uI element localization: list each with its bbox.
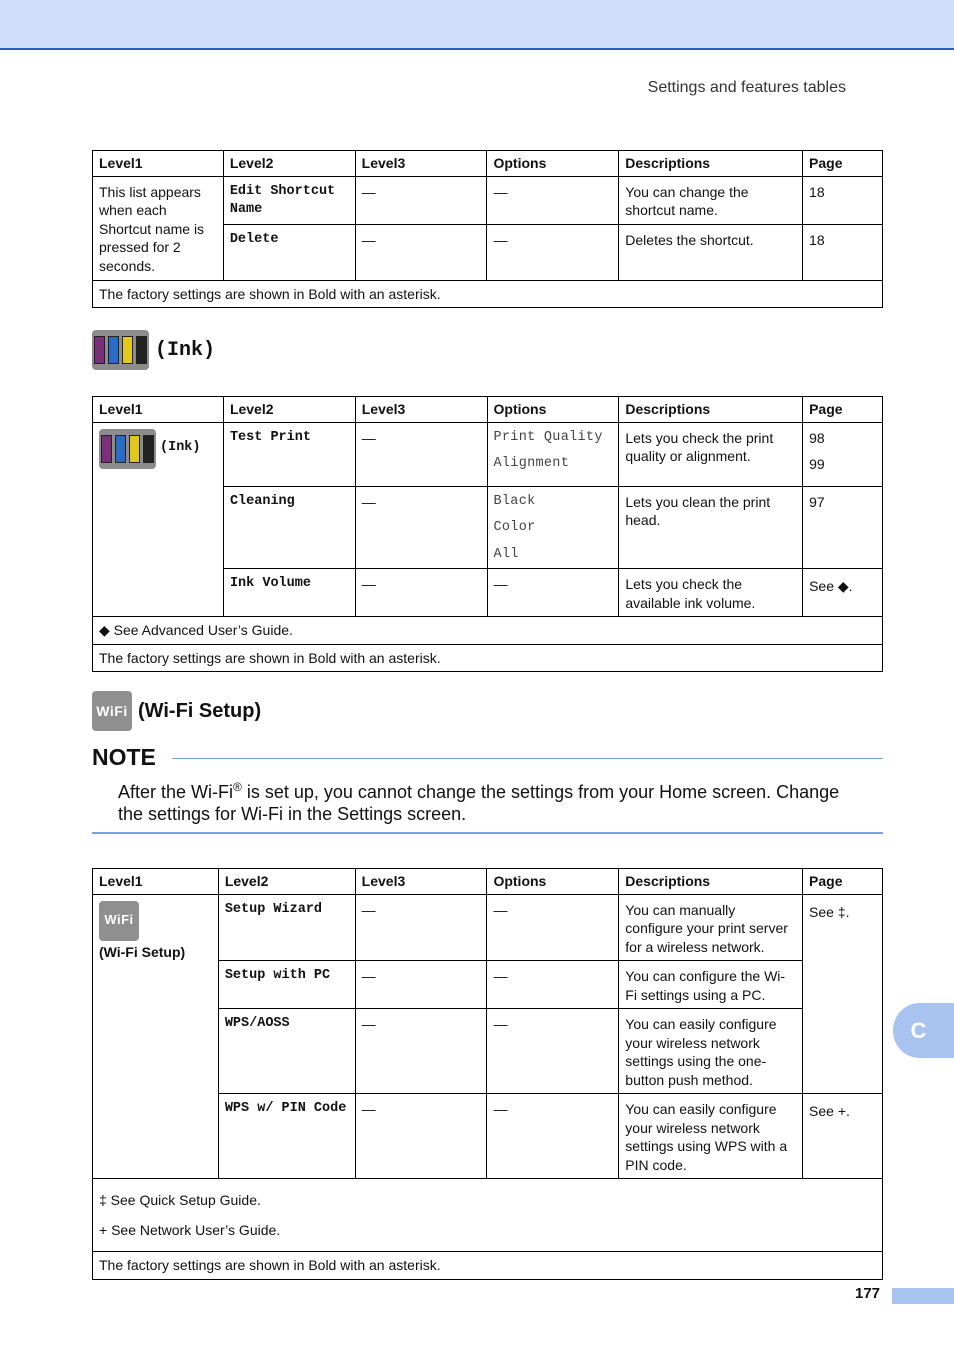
wifi-level1-label: (Wi-Fi Setup) [99, 943, 186, 960]
level3-cell: — [355, 422, 487, 486]
top-banner [0, 0, 954, 50]
cartridge-magenta-icon [101, 435, 112, 463]
level2-cell: WPS w/ PIN Code [218, 1094, 355, 1179]
description-cell: You can easily configure your wireless network settings using WPS with a PIN code. [619, 1094, 803, 1179]
ink-settings-table [92, 396, 883, 672]
note-bottom-rule [92, 832, 883, 834]
page-cell: 18 [803, 176, 883, 224]
description-cell: Lets you clean the print head. [619, 486, 803, 569]
header-level3: Level3 [355, 869, 487, 895]
cartridge-cyan-icon [108, 336, 119, 364]
level2-cell: Setup with PC [218, 961, 355, 1009]
factory-settings-note: The factory settings are shown in Bold with an asterisk. [93, 280, 883, 308]
level3-cell: — [355, 1094, 487, 1179]
options-cell: — [487, 1094, 619, 1179]
header-page: Page [803, 869, 883, 895]
shortcut-settings-table [92, 150, 883, 308]
table-row [93, 894, 883, 961]
header-page: Page [803, 397, 883, 423]
level3-cell: — [355, 1009, 487, 1094]
note-text [118, 776, 858, 825]
page-cell: 97 [803, 486, 883, 569]
options-cell: — [487, 1009, 619, 1094]
level2-cell: Edit Shortcut Name [223, 176, 355, 224]
table-header-row [93, 151, 883, 177]
level1-cell [93, 422, 224, 617]
wifi-icon: WiFi [92, 691, 132, 731]
footnote: + See Network User’s Guide. [99, 1222, 281, 1238]
option-item: Black [493, 493, 536, 509]
options-cell [487, 422, 619, 486]
registered-mark: ® [233, 780, 242, 794]
options-cell: — [487, 569, 619, 617]
wifi-settings-table [92, 868, 883, 1280]
header-level1: Level1 [93, 151, 224, 177]
footnotes-cell [93, 1179, 883, 1252]
header-level1: Level1 [93, 869, 219, 895]
cartridge-black-icon [136, 336, 147, 364]
note-text-start: After the Wi-Fi [118, 782, 234, 802]
chapter-tab: C [893, 1003, 954, 1058]
footnote: ‡ See Quick Setup Guide. [99, 1192, 261, 1208]
note-heading: NOTE [92, 744, 156, 770]
description-cell: You can change the shortcut name. [619, 176, 803, 224]
cartridge-magenta-icon [94, 336, 105, 364]
options-cell [487, 486, 619, 569]
header-level2: Level2 [218, 869, 355, 895]
header-descriptions: Descriptions [619, 397, 803, 423]
option-item: Alignment [493, 456, 570, 471]
table-row [93, 176, 883, 224]
wifi-section-title [92, 691, 261, 731]
level2-cell: Ink Volume [223, 569, 355, 617]
header-page: Page [803, 151, 883, 177]
level3-cell: — [355, 224, 487, 280]
header-level2: Level2 [223, 397, 355, 423]
level1-cell [93, 894, 219, 1179]
table-footer-row [93, 280, 883, 308]
page-cell [803, 422, 883, 486]
table-header-row [93, 397, 883, 423]
level2-cell: Cleaning [223, 486, 355, 569]
table-footer-row [93, 1252, 883, 1280]
table-row [93, 422, 883, 486]
header-level2: Level2 [223, 151, 355, 177]
header-level3: Level3 [355, 397, 487, 423]
description-cell: You can manually configure your print server for a wireless network. [619, 894, 803, 961]
option-item: Color [493, 520, 536, 535]
header-level1: Level1 [93, 397, 224, 423]
page-number: 177 [855, 1285, 881, 1302]
description-cell: You can configure the Wi-Fi settings using a PC. [619, 961, 803, 1009]
table-footnote-row [93, 617, 883, 645]
level2-cell: WPS/AOSS [218, 1009, 355, 1094]
description-cell: Lets you check the print quality or alignment. [619, 422, 803, 486]
page-cell: See ◆. [803, 569, 883, 617]
level3-cell: — [355, 894, 487, 961]
ink-section-title [92, 330, 215, 370]
page-number-tab [892, 1288, 954, 1304]
ink-cartridges-icon [92, 330, 149, 370]
factory-settings-note: The factory settings are shown in Bold with an asterisk. [93, 1252, 883, 1280]
factory-settings-note: The factory settings are shown in Bold with an asterisk. [93, 644, 883, 672]
header-level3: Level3 [355, 151, 487, 177]
note-text-end: is set up, you cannot change the settings from your Home screen. Change the settings for Wi-Fi in the Settings screen. [118, 782, 840, 824]
options-cell: — [487, 894, 619, 961]
footnote: ◆ See Advanced User’s Guide. [93, 617, 883, 645]
options-cell: — [487, 176, 619, 224]
level1-cell: This list appears when each Shortcut name is pressed for 2 seconds. [93, 176, 224, 280]
option-item: Print Quality [493, 429, 603, 445]
page-cell: See +. [803, 1094, 883, 1179]
level2-cell: Delete [223, 224, 355, 280]
header-options: Options [487, 869, 619, 895]
level3-cell: — [355, 486, 487, 569]
table-footnote-row [93, 1179, 883, 1252]
cartridge-cyan-icon [115, 435, 126, 463]
option-item: All [493, 546, 519, 562]
cartridge-yellow-icon [129, 435, 140, 463]
running-head: Settings and features tables [647, 79, 846, 96]
wifi-section-heading: (Wi-Fi Setup) [138, 699, 262, 722]
header-options: Options [487, 397, 619, 423]
wifi-icon: WiFi [99, 901, 139, 941]
page-cell: See ‡. [803, 894, 883, 1094]
header-options: Options [487, 151, 619, 177]
level2-cell: Test Print [223, 422, 355, 486]
options-cell: — [487, 961, 619, 1009]
header-descriptions: Descriptions [619, 869, 803, 895]
description-cell: Lets you check the available ink volume. [619, 569, 803, 617]
level2-cell: Setup Wizard [218, 894, 355, 961]
table-header-row [93, 869, 883, 895]
options-cell: — [487, 224, 619, 280]
cartridge-black-icon [143, 435, 154, 463]
page-cell: 18 [803, 224, 883, 280]
cartridge-yellow-icon [122, 336, 133, 364]
page-ref: 98 [809, 429, 825, 446]
level3-cell: — [355, 961, 487, 1009]
note-top-rule [172, 758, 883, 759]
level3-cell: — [355, 569, 487, 617]
level3-cell: — [355, 176, 487, 224]
ink-section-heading: (Ink) [155, 338, 216, 362]
page-ref: 99 [809, 456, 825, 472]
header-descriptions: Descriptions [619, 151, 803, 177]
ink-level1-label: (Ink) [160, 440, 201, 456]
description-cell: Deletes the shortcut. [619, 224, 803, 280]
table-footer-row [93, 644, 883, 672]
ink-cartridges-icon [99, 429, 156, 469]
description-cell: You can easily configure your wireless network settings using the one-button push method. [619, 1009, 803, 1094]
